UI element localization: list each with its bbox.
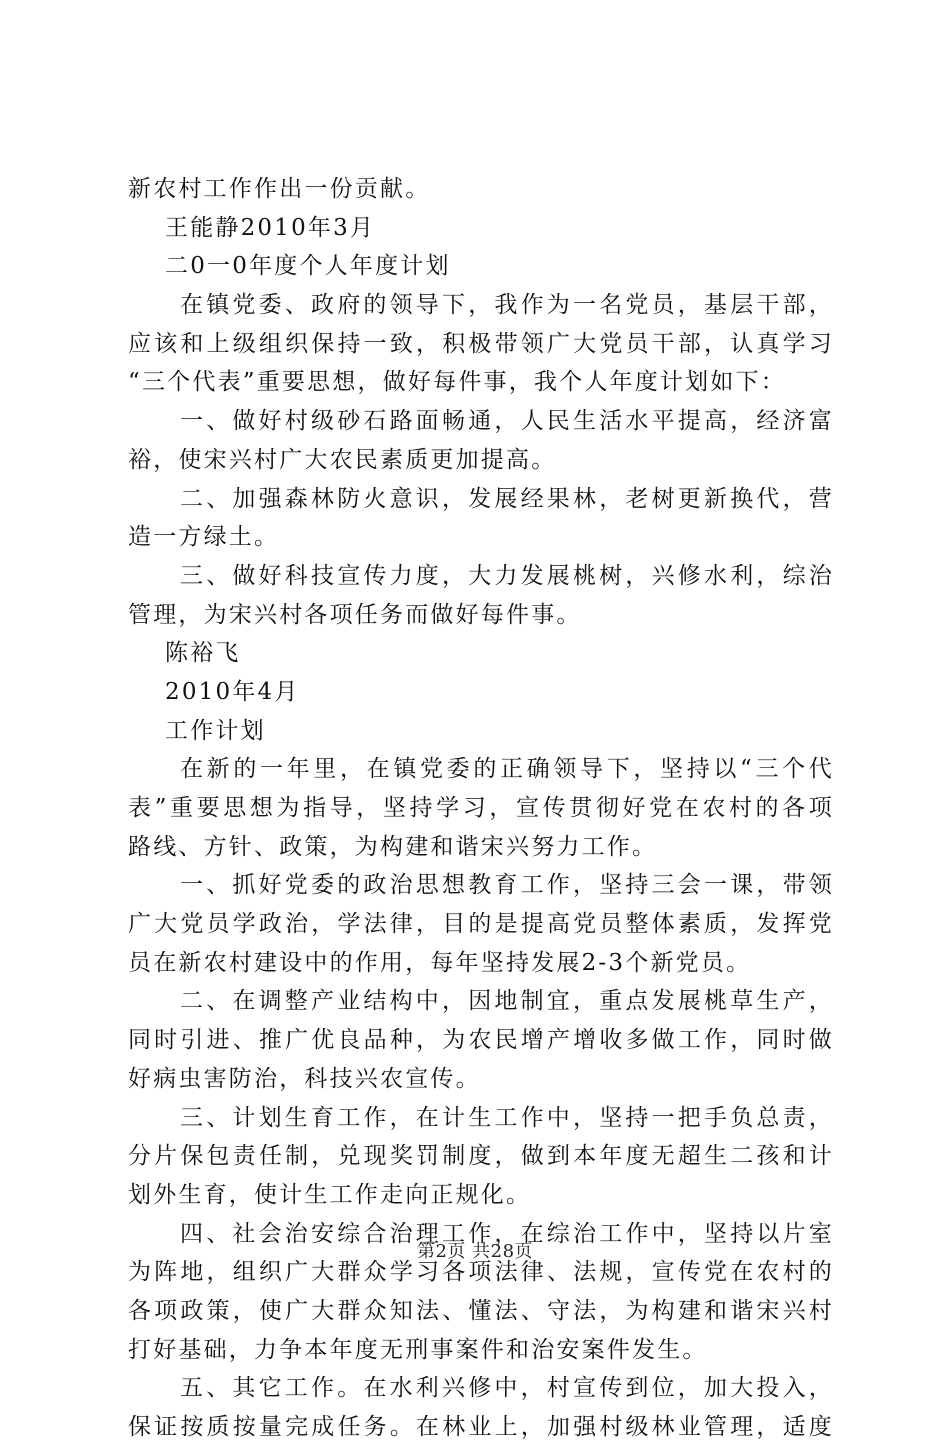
text-line: “三个代表”重要思想，做好每件事，我个人年度计划如下： [128, 369, 786, 396]
text-line: 2010年4月 [165, 678, 300, 705]
text-line: 广大党员学政治，学法律，目的是提高党员整体素质，发挥党 [128, 911, 834, 938]
text-line: 划外生育，使计生工作走向正规化。 [128, 1181, 532, 1208]
text-line: 工作计划 [165, 717, 266, 744]
text-line: 新农村工作作出一份贡献。 [128, 176, 431, 202]
text-line: 造一方绿土。 [128, 524, 280, 551]
page-footer: 第2页 共28页 [416, 1241, 534, 1262]
text-line: 管理，为宋兴村各项任务而做好每件事。 [128, 601, 582, 628]
text-line: 在新的一年里，在镇党委的正确领导下，坚持以“三个代 [180, 756, 834, 783]
text-line: 在镇党委、政府的领导下，我作为一名党员，基层干部， [180, 292, 834, 319]
text-line: 一、抓好党委的政治思想教育工作，坚持三会一课，带领 [180, 872, 834, 899]
text-line: 二、在调整产业结构中，因地制宜，重点发展桃草生产， [180, 988, 834, 1015]
text-line: 好病虫害防治，科技兴农宣传。 [128, 1065, 481, 1092]
text-line: 为阵地，组织广大群众学习各项法律、法规，宣传党在农村的 [128, 1259, 834, 1286]
text-line: 四、社会治安综合治理工作，在综治工作中，坚持以片室 [180, 1220, 834, 1247]
text-line: 五、其它工作。在水利兴修中，村宣传到位，加大投入， [180, 1375, 834, 1402]
text-line: 三、计划生育工作，在计生工作中，坚持一把手负总责， [180, 1104, 834, 1131]
text-line: 三、做好科技宣传力度，大力发展桃树，兴修水利，综治 [180, 562, 834, 589]
text-line: 保证按质按量完成任务。在林业上，加强村级林业管理，适度 [128, 1414, 834, 1440]
text-line: 应该和上级组织保持一致，积极带领广大党员干部，认真学习 [128, 330, 834, 357]
text-line: 陈裕飞 [165, 640, 241, 667]
text-line: 路线、方针、政策，为构建和谐宋兴努力工作。 [128, 833, 658, 860]
text-line: 二0一0年度个人年度计划 [165, 253, 451, 280]
text-line: 员在新农村建设中的作用，每年坚持发展2-3个新党员。 [128, 949, 752, 976]
text-line: 表”重要思想为指导，坚持学习，宣传贯彻好党在农村的各项 [128, 795, 834, 821]
text-line: 裕，使宋兴村广大农民素质更加提高。 [128, 446, 557, 473]
text-line: 二、加强森林防火意识，发展经果林，老树更新换代，营 [180, 485, 834, 512]
text-line: 各项政策，使广大群众知法、懂法、守法，为构建和谐宋兴村 [128, 1297, 834, 1324]
text-line: 分片保包责任制，兑现奖罚制度，做到本年度无超生二孩和计 [128, 1143, 834, 1170]
text-line: 王能静2010年3月 [165, 214, 376, 241]
text-line: 打好基础，力争本年度无刑事案件和治安案件发生。 [128, 1336, 708, 1363]
text-line: 同时引进、推广优良品种，为农民增产增收多做工作，同时做 [128, 1027, 834, 1054]
text-line: 一、做好村级砂石路面畅通，人民生活水平提高，经济富 [180, 408, 834, 435]
